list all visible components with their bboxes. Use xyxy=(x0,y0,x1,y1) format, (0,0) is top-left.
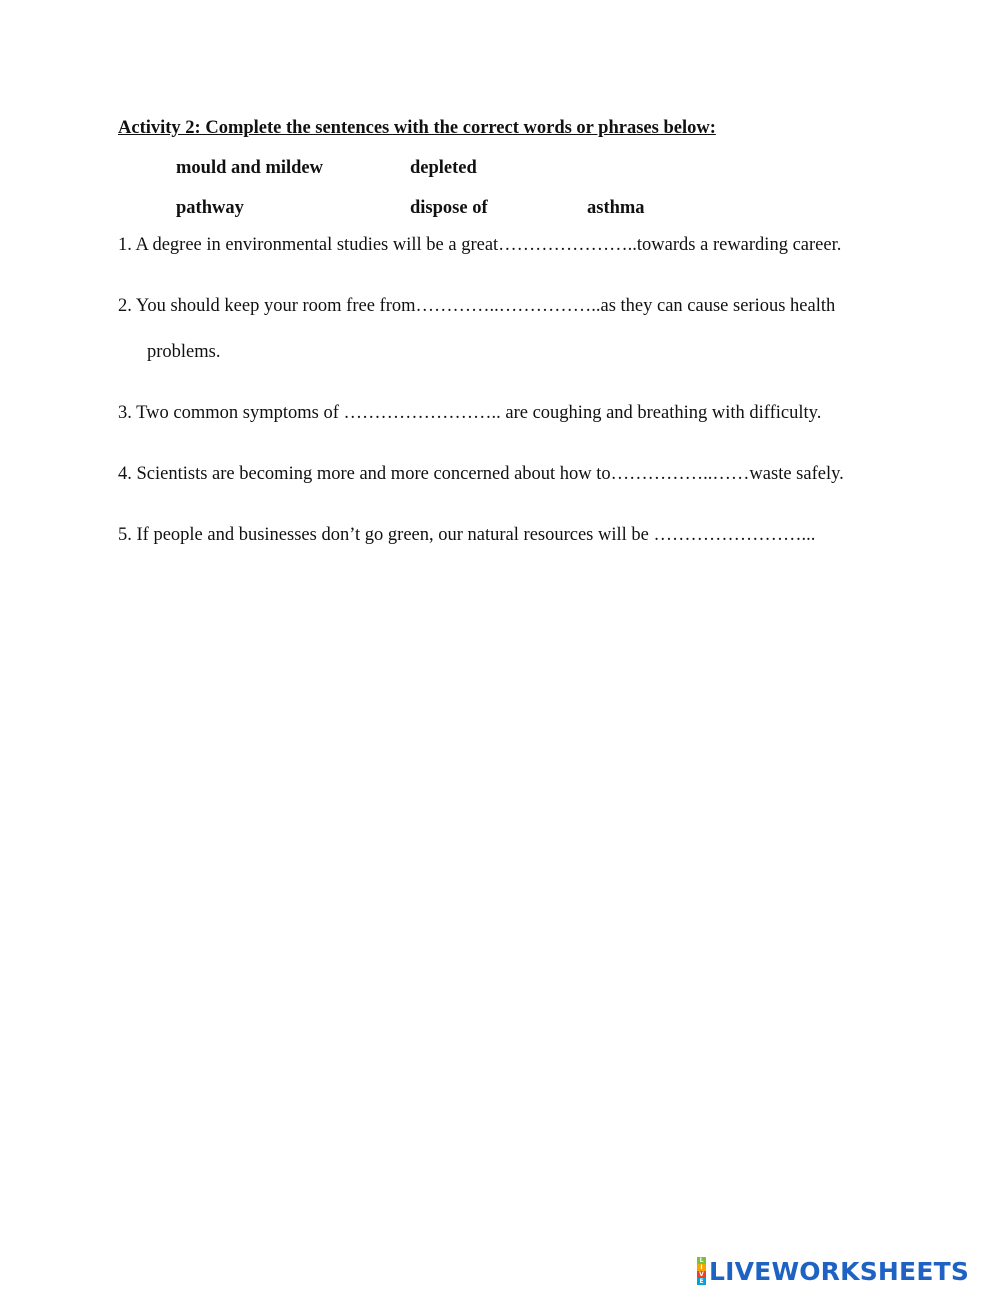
logo-letter: V xyxy=(697,1271,706,1278)
logo-letter: I xyxy=(697,1264,706,1271)
word-bank-item: mould and mildew xyxy=(176,158,324,178)
word-bank-item: dispose of xyxy=(410,198,488,218)
logo-letter: E xyxy=(697,1278,706,1285)
brand-name: LIVEWORKSHEETS xyxy=(709,1256,970,1286)
word-bank-item: asthma xyxy=(587,198,645,218)
liveworksheets-logo xyxy=(697,1256,969,1286)
sentence-4: 4. Scientists are becoming more and more concerned about how to……………..……waste safely. xyxy=(118,464,844,484)
word-bank-item: depleted xyxy=(410,158,477,178)
sentence-1: 1. A degree in environmental studies will be a great…………………..towards a rewarding career. xyxy=(118,235,842,255)
sentence-3: 3. Two common symptoms of …………………….. are coughing and breathing with difficulty. xyxy=(118,403,822,423)
sentence-2: 2. You should keep your room free from…………..……………..as they can cause serious health xyxy=(118,296,836,316)
logo-letter: L xyxy=(697,1257,706,1264)
logo-icon xyxy=(697,1257,706,1285)
sentence-2-continuation: problems. xyxy=(147,342,221,362)
sentence-5: 5. If people and businesses don’t go green, our natural resources will be ……………………... xyxy=(118,525,816,545)
word-bank-item: pathway xyxy=(176,198,244,218)
activity-heading: Activity 2: Complete the sentences with the correct words or phrases below: xyxy=(118,118,716,138)
